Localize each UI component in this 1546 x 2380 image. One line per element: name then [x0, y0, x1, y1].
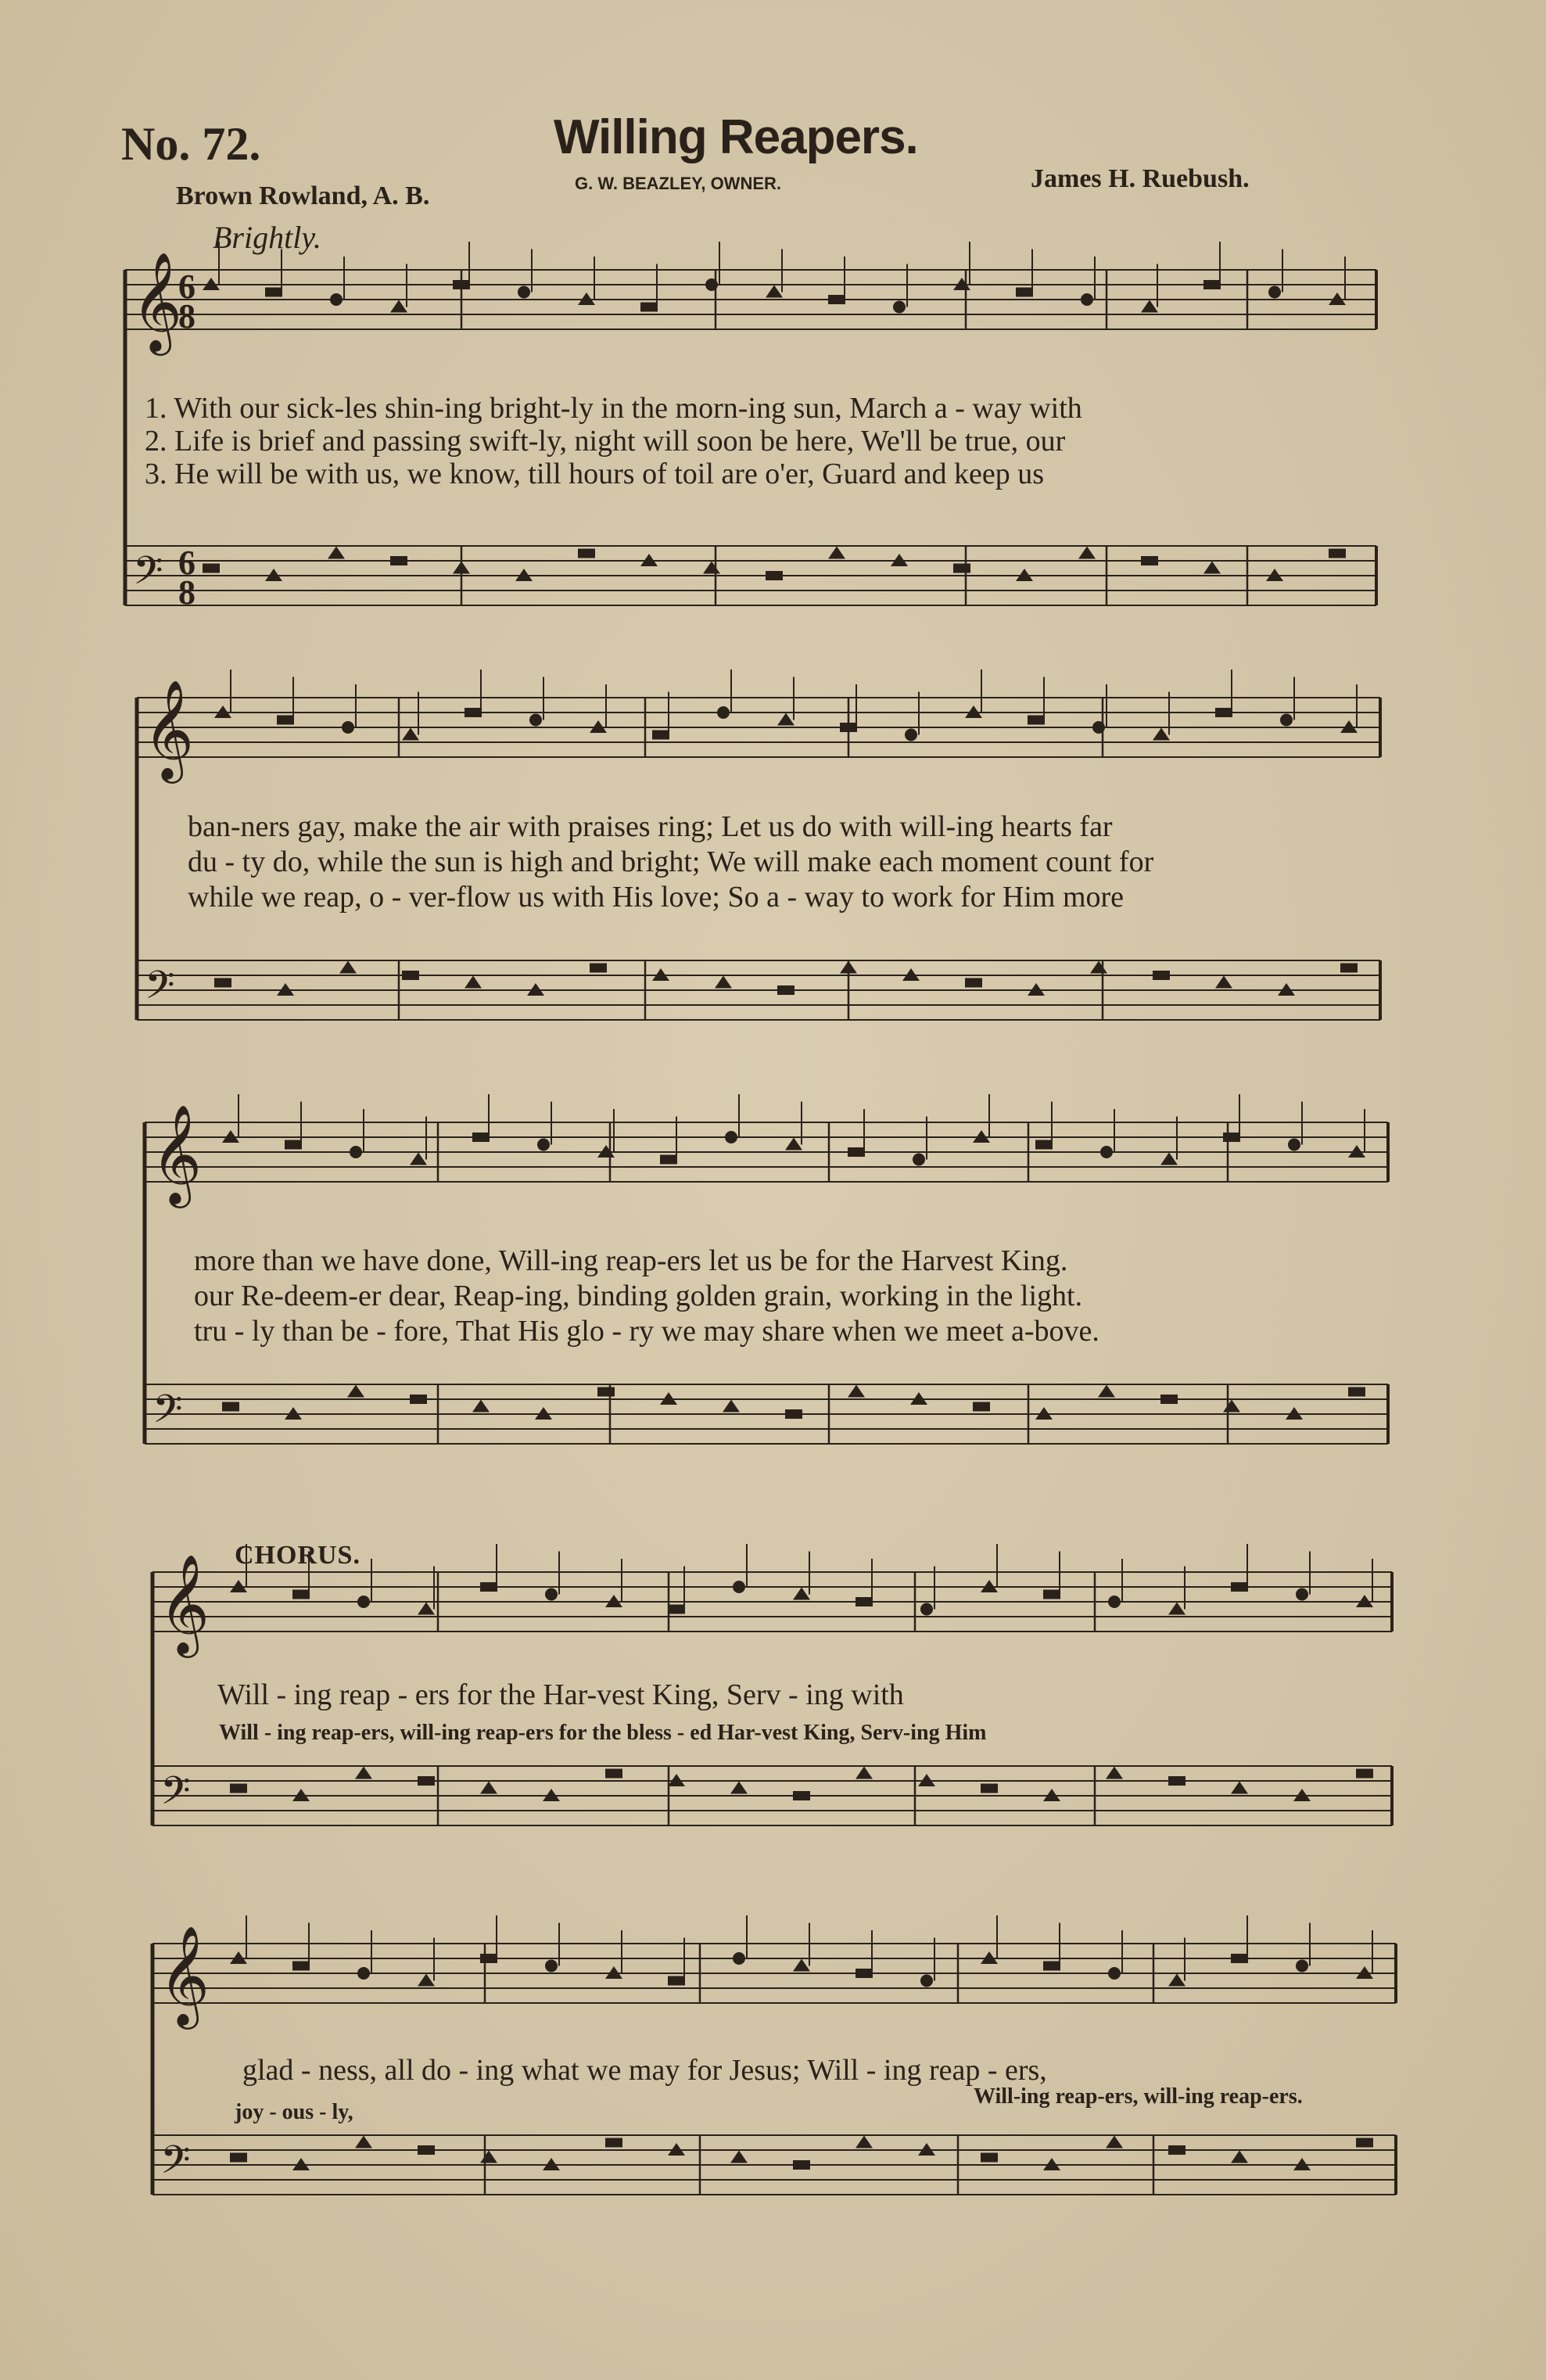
note-head — [1296, 1588, 1308, 1601]
note-head — [840, 723, 857, 732]
note-head — [725, 1131, 737, 1143]
note-head — [965, 978, 982, 988]
bass-clef: 𝄢 — [160, 1768, 191, 1823]
note-head — [777, 713, 795, 726]
note-head — [920, 1975, 933, 1987]
note-head — [1081, 293, 1093, 306]
note-head — [668, 1605, 685, 1614]
note-head — [342, 721, 354, 734]
note-head — [465, 708, 482, 717]
note-head — [893, 301, 906, 314]
note-head — [1106, 1767, 1123, 1779]
note-head — [766, 285, 783, 298]
note-head — [828, 547, 845, 559]
note-head — [953, 564, 970, 573]
note-head — [480, 2151, 497, 2163]
chorus-label: CHORUS. — [235, 1541, 360, 1570]
note-head — [418, 2145, 435, 2155]
note-head — [1340, 964, 1358, 973]
note-head — [277, 716, 294, 725]
hymn-title: Willing Reapers. — [554, 110, 918, 164]
note-head — [1356, 2138, 1373, 2148]
note-head — [1231, 1582, 1248, 1592]
note-head — [1168, 1974, 1186, 1987]
note-head — [230, 2153, 247, 2163]
note-head — [717, 706, 730, 719]
note-head — [703, 562, 720, 574]
note-head — [418, 1776, 435, 1786]
note-head — [472, 1400, 490, 1413]
note-head — [1168, 2145, 1186, 2155]
note-head — [1168, 1776, 1186, 1786]
note-head — [1043, 1590, 1060, 1599]
note-head — [1078, 547, 1096, 559]
note-head — [1035, 1140, 1053, 1150]
note-head — [856, 1597, 873, 1606]
note-head — [733, 1952, 745, 1965]
note-head — [856, 1767, 873, 1779]
note-head — [785, 1138, 802, 1151]
note-head — [1329, 549, 1346, 558]
note-head — [350, 1146, 362, 1158]
note-head — [793, 1588, 810, 1600]
note-head — [292, 1590, 310, 1599]
note-head — [355, 2136, 372, 2148]
note-head — [793, 1791, 810, 1800]
lyricist: Brown Rowland, A. B. — [176, 181, 430, 210]
note-head — [660, 1155, 677, 1165]
bass-clef: 𝄢 — [145, 963, 175, 1018]
note-head — [1280, 714, 1293, 727]
note-head — [330, 293, 343, 306]
note-head — [347, 1385, 364, 1398]
note-head — [390, 556, 407, 565]
note-head — [605, 1769, 622, 1779]
note-head — [733, 1581, 745, 1593]
system1-verse3: 3. He will be with us, we know, till hours of toil are o'er, Guard and keep us — [145, 458, 1045, 490]
note-head — [730, 1782, 748, 1794]
note-head — [856, 1969, 873, 1978]
system3-verse2: our Re-deem-er dear, Reap-ing, binding golden grain, working in the light. — [194, 1280, 1083, 1312]
note-head — [1215, 708, 1232, 717]
note-head — [828, 295, 845, 304]
system1-verse1: 1. With our sick-les shin-ing bright-ly in the morn-ing sun, March a - way with — [145, 392, 1082, 425]
note-head — [203, 564, 220, 573]
note-head — [339, 961, 357, 974]
note-head — [793, 1959, 810, 1972]
note-head — [480, 1582, 497, 1592]
note-head — [453, 280, 470, 289]
bass-clef: 𝄢 — [133, 548, 163, 603]
note-head — [453, 562, 470, 574]
note-head — [472, 1133, 490, 1142]
note-head — [920, 1603, 933, 1616]
note-head — [1108, 1596, 1121, 1608]
note-head — [480, 1954, 497, 1963]
hymn-number: No. 72. — [121, 118, 261, 170]
note-head — [357, 1967, 370, 1980]
note-head — [578, 549, 595, 558]
note-head — [848, 1147, 865, 1157]
note-head — [402, 971, 419, 980]
treble-clef: 𝄞 — [159, 1553, 210, 1653]
note-head — [652, 731, 669, 740]
note-head — [265, 288, 282, 297]
note-head — [1231, 2151, 1248, 2163]
note-head — [856, 2136, 873, 2148]
note-head — [410, 1395, 427, 1404]
time-signature-digit: 8 — [178, 297, 195, 336]
note-head — [1141, 556, 1158, 565]
note-head — [905, 729, 917, 741]
system1-verse2: 2. Life is brief and passing swift-ly, night will soon be here, We'll be true, our — [145, 425, 1066, 458]
note-head — [1153, 971, 1170, 980]
note-head — [1348, 1387, 1365, 1397]
note-head — [1098, 1385, 1115, 1398]
note-head — [328, 547, 345, 559]
note-head — [785, 1409, 802, 1419]
note-head — [357, 1596, 370, 1608]
note-head — [640, 303, 658, 312]
note-head — [705, 278, 718, 291]
note-head — [1160, 1153, 1178, 1165]
note-head — [848, 1385, 865, 1398]
note-head — [355, 1767, 372, 1779]
system2-verse1: ban-ners gay, make the air with praises ring; Let us do with will-ing hearts far — [188, 810, 1113, 843]
note-head — [723, 1400, 740, 1413]
note-head — [793, 2160, 810, 2170]
note-head — [1356, 1769, 1373, 1779]
note-head — [1215, 976, 1232, 989]
note-head — [418, 1974, 435, 1987]
note-head — [730, 2151, 748, 2163]
note-head — [230, 1784, 247, 1793]
note-head — [480, 1782, 497, 1794]
treble-clef: 𝄞 — [151, 1104, 203, 1204]
note-head — [537, 1139, 550, 1151]
note-head — [545, 1960, 558, 1973]
note-head — [214, 978, 231, 988]
bass-clef: 𝄢 — [152, 1387, 183, 1441]
note-head — [285, 1140, 302, 1150]
note-head — [292, 1962, 310, 1971]
chorus-line1: Will - ing reap - ers for the Har-vest King, Serv - ing with — [217, 1678, 904, 1711]
note-head — [418, 1603, 435, 1615]
note-head — [973, 1402, 990, 1412]
time-signature-digit: 6 — [178, 267, 195, 306]
note-head — [840, 961, 857, 974]
note-head — [981, 1784, 998, 1793]
tempo-marking: Brightly. — [213, 220, 321, 255]
chorus-line2-left: joy - ous - ly, — [235, 2100, 353, 2124]
note-head — [1106, 2136, 1123, 2148]
note-head — [1223, 1133, 1240, 1142]
system3-verse3: tru - ly than be - fore, That His glo - ry we may share when we meet a-bove. — [194, 1315, 1099, 1348]
note-head — [529, 714, 542, 727]
note-head — [465, 976, 482, 989]
time-signature-digit: 8 — [178, 573, 195, 612]
note-head — [1168, 1603, 1186, 1615]
note-head — [605, 2138, 622, 2148]
note-head — [590, 964, 607, 973]
note-head — [1296, 1960, 1308, 1973]
note-head — [1231, 1782, 1248, 1794]
note-head — [777, 985, 795, 995]
note-head — [1043, 1962, 1060, 1971]
note-head — [410, 1153, 427, 1165]
note-head — [545, 1588, 558, 1601]
note-head — [1016, 288, 1033, 297]
note-head — [222, 1402, 239, 1412]
time-signature-digit: 6 — [178, 544, 195, 582]
note-head — [1108, 1967, 1121, 1980]
note-head — [1160, 1395, 1178, 1404]
note-head — [1223, 1400, 1240, 1413]
note-head — [913, 1154, 925, 1166]
treble-clef: 𝄞 — [159, 1925, 210, 2025]
composer: James H. Ruebush. — [1031, 164, 1250, 193]
system2-verse2: du - ty do, while the sun is high and bright; We will make each moment count for — [188, 845, 1154, 878]
treble-clef: 𝄞 — [143, 679, 195, 779]
note-head — [402, 728, 419, 741]
chorus-line2-right: Will-ing reap-ers, will-ing reap-ers. — [974, 2084, 1303, 2109]
note-head — [1203, 280, 1221, 289]
chorus-line1-bass: Will - ing reap-ers, will-ing reap-ers for the bless - ed Har-vest King, Serv-ing Him — [219, 1721, 987, 1745]
copyright-owner: G. W. BEAZLEY, OWNER. — [575, 174, 782, 193]
note-head — [1092, 721, 1105, 734]
note-head — [1231, 1954, 1248, 1963]
note-head — [1141, 300, 1158, 313]
note-head — [1090, 961, 1107, 974]
system3-verse1: more than we have done, Will-ing reap-ers let us be for the Harvest King. — [194, 1244, 1068, 1277]
note-head — [1028, 716, 1045, 725]
note-head — [668, 1976, 685, 1986]
note-head — [1203, 562, 1221, 574]
note-head — [518, 286, 530, 299]
system2-verse3: while we reap, o - ver-flow us with His love; So a - way to work for Him more — [188, 881, 1125, 914]
note-head — [1288, 1139, 1300, 1151]
note-head — [766, 571, 783, 580]
chorus-line2: glad - ness, all do - ing what we may for Jesus; Will - ing reap - ers, — [242, 2054, 1047, 2087]
bass-clef: 𝄢 — [160, 2138, 191, 2192]
note-head — [597, 1387, 615, 1397]
note-head — [1268, 286, 1281, 299]
note-head — [715, 976, 732, 989]
note-head — [1100, 1146, 1113, 1158]
treble-clef: 𝄞 — [131, 251, 183, 351]
note-head — [1153, 728, 1170, 741]
note-head — [981, 2153, 998, 2163]
note-head — [390, 300, 407, 313]
